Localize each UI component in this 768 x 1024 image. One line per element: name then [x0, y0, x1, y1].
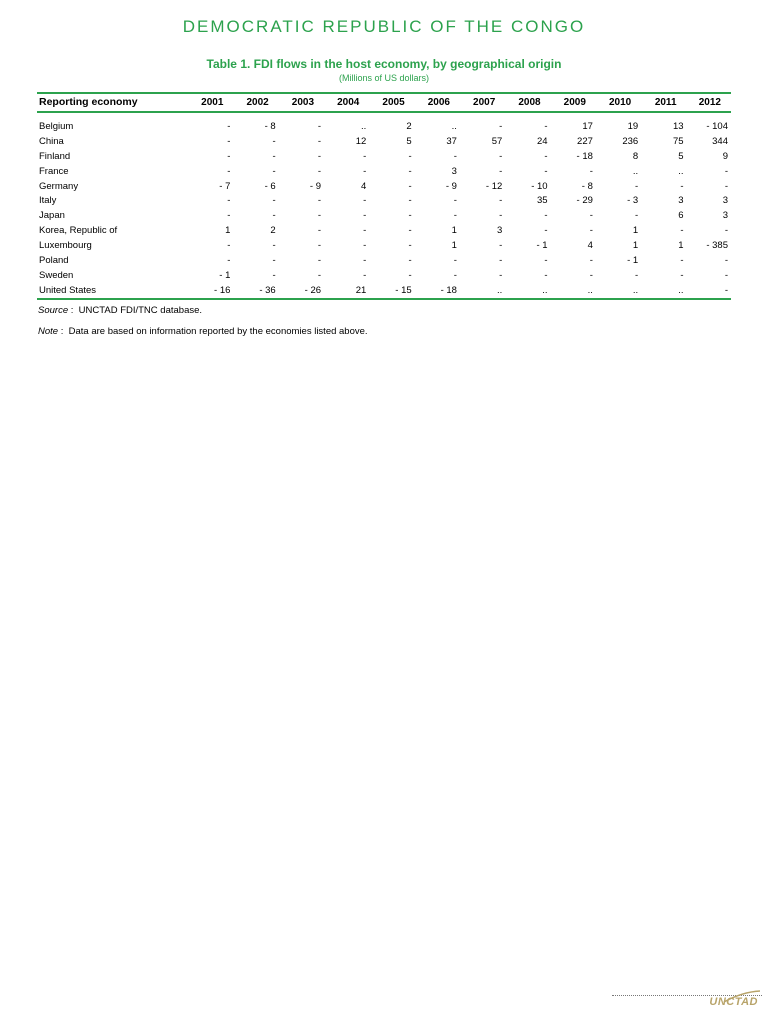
table-cell-value: - [408, 225, 412, 237]
table-cell-value: - [635, 269, 639, 281]
table-cell-value: - [680, 254, 684, 266]
table-cell-value: - [408, 195, 412, 207]
column-header-year: 2005 [382, 97, 405, 108]
row-economy-name: Korea, Republic of [39, 225, 118, 237]
table-cell-value: 1 [632, 240, 639, 252]
table-cell-value: - [363, 269, 367, 281]
table-cell-value: 2 [270, 225, 276, 237]
table-cell-value: - [680, 180, 684, 192]
row-economy-name: Finland [39, 150, 71, 162]
table-spacer-row [37, 112, 731, 119]
table-cell-value: - [408, 180, 412, 192]
table-cell-value: - [499, 240, 503, 252]
table-cell-value: - [453, 269, 457, 281]
table-cell-value: - [227, 150, 231, 162]
table-cell-value: - [317, 225, 322, 237]
table-cell-value: - [499, 195, 503, 207]
table-cell-value: - [544, 150, 548, 162]
table-cell-value: - [317, 269, 322, 281]
column-header-year: 2001 [201, 97, 224, 108]
table-cell-value: - 9 [309, 180, 322, 192]
table-cell-value: - 3 [627, 195, 639, 207]
table-cell-value: 57 [491, 135, 503, 147]
table-cell-value: - [363, 195, 367, 207]
row-economy-name: Italy [39, 195, 57, 207]
table-cell-value: 6 [678, 210, 684, 222]
table-cell-value: 1 [451, 240, 457, 252]
table-cell-value: - [408, 210, 412, 222]
table-cell-value: .. [632, 165, 639, 177]
table-cell-value: - [227, 240, 231, 252]
table-cell-value: 1 [678, 240, 684, 252]
source-colon: : [68, 305, 79, 316]
table-row [37, 164, 731, 179]
table-cell-value: - [317, 195, 322, 207]
row-economy-name: Poland [39, 254, 69, 266]
table-cell-value: - [272, 269, 276, 281]
table-cell-value: 5 [406, 135, 412, 147]
table-cell-value: 35 [537, 195, 548, 207]
table-cell-value: - [272, 165, 276, 177]
table-cell-value: - [272, 195, 276, 207]
table-cell-value: .. [587, 284, 593, 296]
table-cell-value: - [724, 284, 728, 296]
column-header-year: 2004 [337, 97, 360, 108]
table-cell-value: 75 [672, 135, 684, 147]
table-cell-value: 24 [537, 135, 548, 147]
table-cell-value: - [272, 210, 276, 222]
table-cell-value: - 18 [576, 150, 593, 162]
table-cell-value: - [317, 165, 322, 177]
table-cell-value: - [317, 135, 322, 147]
table-header-row [37, 93, 731, 112]
column-header-year: 2002 [246, 97, 269, 108]
table-cell-value: - [272, 254, 276, 266]
table-cell-value: 1 [225, 225, 231, 237]
table-cell-value: 236 [622, 135, 639, 147]
table-row [37, 193, 731, 208]
table-cell-value: - [363, 210, 367, 222]
table-cell-value: 19 [627, 120, 639, 132]
table-cell-value: 9 [722, 150, 728, 162]
table-cell-value: - [499, 210, 503, 222]
table-cell-value: - [544, 269, 548, 281]
row-economy-name: United States [39, 284, 97, 296]
table-cell-value: - [680, 225, 684, 237]
table-cell-value: - [272, 240, 276, 252]
table-cell-value: - 9 [445, 180, 457, 192]
table-cell-value: - 26 [304, 284, 322, 296]
table-cell-value: - 6 [264, 180, 276, 192]
table-cell-value: .. [678, 165, 684, 177]
table-cell-value: - [363, 165, 367, 177]
table-cell-value: 37 [446, 135, 457, 147]
table-footer-rule [37, 299, 731, 300]
table-cell-value: - [227, 195, 231, 207]
table-cell-value: - [453, 150, 457, 162]
note-text: Data are based on information reported by the economies listed above. [68, 326, 368, 337]
table-cell-value: 4 [361, 180, 367, 192]
table-cell-value: - [363, 240, 367, 252]
table-cell-value: 5 [678, 150, 684, 162]
table-cell-value: 4 [587, 240, 593, 252]
row-economy-name: Luxembourg [39, 240, 92, 252]
table-cell-value: - [453, 210, 457, 222]
note-label: Note [38, 326, 59, 337]
table-cell-value: 12 [355, 135, 367, 147]
table-cell-value: 344 [712, 135, 728, 147]
table-cell-value: - [544, 225, 548, 237]
table-cell-value: 1 [451, 225, 457, 237]
table-cell-value: - [317, 210, 322, 222]
table-cell-value: .. [361, 120, 367, 132]
table-cell-value: 3 [722, 195, 728, 207]
column-header-year: 2008 [518, 97, 541, 108]
table-cell-value: - 385 [706, 240, 728, 252]
table-cell-value: .. [542, 284, 548, 296]
table-cell-value: - 1 [627, 254, 639, 266]
row-economy-name: China [39, 135, 64, 147]
table-cell-value: - 7 [219, 180, 231, 192]
source-label: Source [38, 305, 69, 316]
table-cell-value: - 36 [259, 284, 276, 296]
column-header-year: 2006 [427, 97, 450, 108]
table-row [37, 283, 731, 299]
note-colon: : [58, 326, 69, 337]
table-title: Table 1. FDI flows in the host economy, by geographical origin [206, 57, 562, 71]
table-row [37, 223, 731, 238]
table-cell-value: - [227, 165, 231, 177]
table-cell-value: - [499, 269, 503, 281]
fdi-table [37, 92, 731, 300]
data-note [38, 326, 368, 337]
table-cell-value: - 16 [214, 284, 231, 296]
table-cell-value: - [227, 135, 231, 147]
table-cell-value: - [544, 165, 548, 177]
source-note [38, 305, 202, 316]
table-cell-value: .. [496, 284, 503, 296]
table-cell-value: 3 [496, 225, 503, 237]
table-cell-value: - 12 [485, 180, 503, 192]
country-title: DEMOCRATIC REPUBLIC OF THE CONGO [182, 17, 586, 36]
table-cell-value: 2 [406, 120, 412, 132]
table-row [37, 119, 731, 134]
table-cell-value: - 104 [706, 120, 728, 132]
table-cell-value: .. [632, 284, 639, 296]
table-cell-value: - [635, 210, 639, 222]
table-cell-value: - 8 [581, 180, 593, 192]
table-cell-value: 21 [355, 284, 367, 296]
row-economy-name: Sweden [39, 269, 74, 281]
table-row [37, 253, 731, 268]
table-cell-value: - [724, 165, 728, 177]
table-row [37, 238, 731, 253]
table-cell-value: - 15 [395, 284, 412, 296]
table-cell-value: - [408, 240, 412, 252]
table-cell-value: - [272, 150, 276, 162]
row-economy-name: France [39, 165, 69, 177]
column-header-year: 2012 [698, 97, 721, 108]
table-cell-value: - [499, 150, 503, 162]
table-cell-value: - [589, 225, 593, 237]
table-cell-value: - [408, 254, 412, 266]
table-cell-value: - [363, 225, 367, 237]
row-economy-name: Belgium [39, 120, 74, 132]
table-cell-value: - [589, 269, 593, 281]
table-cell-value: - [408, 269, 412, 281]
table-cell-value: - 29 [576, 195, 593, 207]
table-cell-value: - [724, 225, 728, 237]
table-cell-value: - [408, 150, 412, 162]
column-header-year: 2007 [473, 97, 496, 108]
table-row [37, 134, 731, 149]
table-subtitle: (Millions of US dollars) [338, 73, 430, 83]
column-header-year: 2010 [608, 97, 632, 108]
table-cell-value: - [363, 254, 367, 266]
table-cell-value: - [227, 210, 231, 222]
table-cell-value: - [453, 254, 457, 266]
table-cell-value: - [317, 240, 322, 252]
table-cell-value: - [227, 254, 231, 266]
table-cell-value: - 1 [536, 240, 548, 252]
table-body [37, 112, 731, 299]
table-cell-value: - [317, 120, 322, 132]
table-row [37, 149, 731, 164]
table-cell-value: - [589, 210, 593, 222]
table-cell-value: 3 [678, 195, 684, 207]
table-cell-value: - [680, 269, 684, 281]
table-cell-value: 3 [451, 165, 457, 177]
table-cell-value: - [589, 254, 593, 266]
table-cell-value: - [272, 135, 276, 147]
table-cell-value: - [544, 120, 548, 132]
table-row [37, 179, 731, 194]
row-economy-name: Japan [39, 210, 65, 222]
table-cell-value: - 8 [264, 120, 276, 132]
column-header-reporting-economy: Reporting economy [39, 96, 138, 108]
table-cell-value: - [363, 150, 367, 162]
column-header-year: 2011 [654, 97, 677, 108]
table-row [37, 268, 731, 283]
table-cell-value: .. [451, 120, 457, 132]
table-cell-value: - [499, 120, 503, 132]
source-text: UNCTAD FDI/TNC database. [78, 305, 203, 316]
table-cell-value: - [227, 120, 231, 132]
table-cell-value: - [499, 165, 503, 177]
table-cell-value: - 10 [531, 180, 548, 192]
table-cell-value: 8 [632, 150, 639, 162]
table-cell-value: - [724, 254, 728, 266]
table-cell-value: - 18 [440, 284, 457, 296]
table-cell-value: - [589, 165, 593, 177]
table-cell-value: 13 [672, 120, 684, 132]
table-cell-value: - [317, 150, 322, 162]
table-cell-value: - [544, 210, 548, 222]
table-cell-value: 17 [582, 120, 593, 132]
table-cell-value: - 1 [219, 269, 231, 281]
table-cell-value: - [499, 254, 503, 266]
table-cell-value: - [453, 195, 457, 207]
table-cell-value: - [724, 180, 728, 192]
table-cell-value: - [724, 269, 728, 281]
table-cell-value: - [544, 254, 548, 266]
table-cell-value: - [317, 254, 322, 266]
logo-wordmark: UNCTAD [709, 996, 758, 1008]
table-cell-value: - [635, 180, 639, 192]
table-row [37, 208, 731, 223]
table-cell-value: 1 [632, 225, 639, 237]
table-cell-value: 227 [577, 135, 593, 147]
column-header-year: 2009 [563, 97, 586, 108]
table-cell-value: - [408, 165, 412, 177]
table-cell-value: 3 [722, 210, 728, 222]
row-economy-name: Germany [39, 180, 79, 192]
column-header-year: 2003 [291, 97, 315, 108]
table-cell-value: .. [678, 284, 684, 296]
unctad-logo [612, 990, 762, 1012]
